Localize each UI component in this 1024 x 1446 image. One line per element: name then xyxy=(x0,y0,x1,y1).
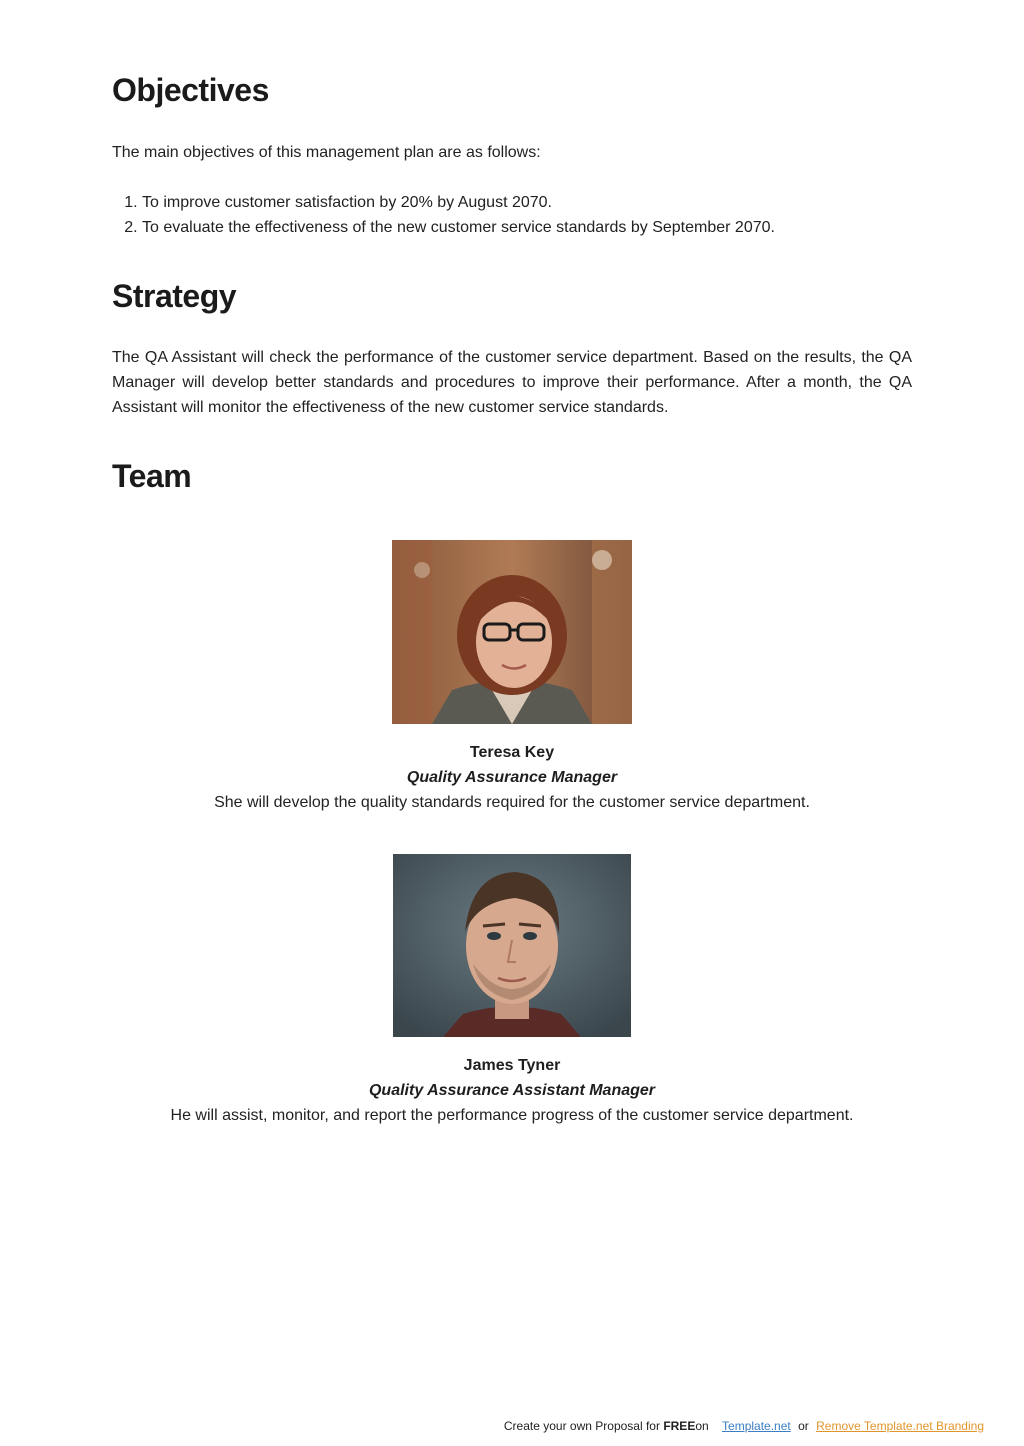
team-member-card xyxy=(112,854,912,1128)
template-net-link[interactable]: Template.net xyxy=(722,1419,791,1433)
remove-branding-link[interactable]: Remove Template.net Branding xyxy=(816,1419,984,1433)
team-member-card xyxy=(112,540,912,815)
footer-free: FREE xyxy=(663,1419,696,1433)
objectives-heading: Objectives xyxy=(112,72,269,108)
member-name: James Tyner xyxy=(463,1057,561,1074)
template-branding-footer xyxy=(504,1419,984,1433)
strategy-body: The QA Assistant will check the performance of the customer service department. Based on the results, the QA Manager will develop better standards and procedures to improve their performance. After a month, the QA Assistant will monitor the effectiveness of the new customer service standards. xyxy=(112,349,912,416)
footer-on: on xyxy=(695,1419,709,1433)
objective-item: 2. To evaluate the effectiveness of the new customer service standards by September 2070. xyxy=(142,215,775,240)
member-role: Quality Assurance Manager xyxy=(406,769,618,786)
strategy-heading: Strategy xyxy=(112,278,237,314)
james-tyner-photo xyxy=(393,854,631,1037)
member-role: Quality Assurance Assistant Manager xyxy=(368,1082,656,1099)
objective-item: 1. To improve customer satisfaction by 20% by August 2070. xyxy=(142,190,775,215)
team-heading: Team xyxy=(112,458,192,494)
footer-prefix: Create your own Proposal for xyxy=(503,1419,660,1433)
member-name: Teresa Key xyxy=(469,744,555,761)
member-description: He will assist, monitor, and report the performance progress of the customer service department. xyxy=(170,1107,854,1124)
objectives-intro: The main objectives of this management plan are as follows: xyxy=(112,144,541,161)
footer-or: or xyxy=(798,1419,809,1433)
objectives-list xyxy=(112,190,775,240)
member-description: She will develop the quality standards required for the customer service department. xyxy=(214,794,810,811)
teresa-key-photo xyxy=(392,540,632,724)
